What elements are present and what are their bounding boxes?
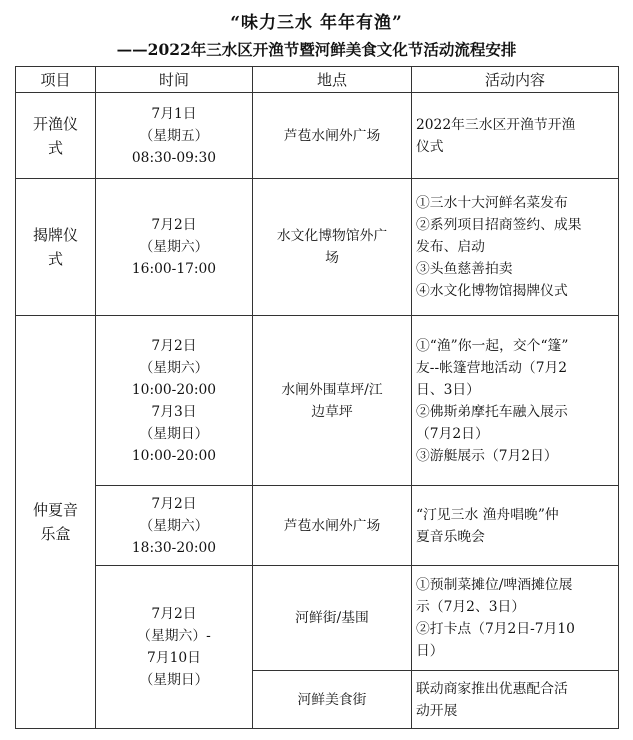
table-row bbox=[16, 486, 619, 566]
table-header-row bbox=[16, 67, 619, 93]
content-line: 日） bbox=[416, 643, 444, 659]
place-cell bbox=[253, 179, 412, 316]
table-row bbox=[16, 316, 619, 486]
item-cell bbox=[16, 179, 96, 316]
content-line: ①“渔”你一起，交个“篷” bbox=[416, 337, 569, 354]
content-cell bbox=[412, 93, 619, 179]
content-line: 2022年三水区开渔节开渔 bbox=[416, 116, 576, 133]
time-line: （星期六） bbox=[139, 359, 209, 376]
content-line: 日、3日） bbox=[416, 381, 480, 398]
place-line: 水文化博物馆外广 bbox=[276, 228, 388, 244]
header-item: 项目 bbox=[16, 67, 96, 93]
item-line: 仲夏音 bbox=[32, 501, 78, 519]
time-cell bbox=[96, 179, 253, 316]
table-row bbox=[16, 566, 619, 671]
time-cell bbox=[96, 566, 253, 729]
table-row bbox=[16, 179, 619, 316]
time-line: （星期日） bbox=[139, 672, 209, 688]
content-line: 联动商家推出优惠配合活 bbox=[416, 680, 568, 697]
item-line: 乐盒 bbox=[40, 525, 71, 543]
content-line: 友--帐篷营地活动（7月2 bbox=[416, 359, 568, 376]
table-row bbox=[16, 93, 619, 179]
time-line: 7月2日 bbox=[151, 217, 197, 233]
place-line: 芦苞水闸外广场 bbox=[283, 517, 381, 534]
content-line: ②打卡点（7月2日-7月10 bbox=[416, 621, 575, 637]
content-line: 仪式 bbox=[416, 138, 444, 155]
document-subtitle: ——2022年三水区开渔节暨河鲜美食文化节活动流程安排 bbox=[116, 40, 517, 59]
place-line: 芦苞水闸外广场 bbox=[283, 127, 381, 144]
place-line: 场 bbox=[325, 250, 339, 266]
document-title: “味力三水 年年有渔” bbox=[230, 13, 403, 33]
item-line: 揭牌仪 bbox=[32, 226, 78, 244]
content-line: ④水文化博物馆揭牌仪式 bbox=[416, 283, 568, 299]
item-cell bbox=[16, 93, 96, 179]
place-cell bbox=[253, 316, 412, 486]
place-cell bbox=[253, 93, 412, 179]
time-line: （星期六） bbox=[139, 239, 209, 255]
place-line: 河鲜美食街 bbox=[297, 691, 367, 708]
time-line: （星期六） bbox=[139, 517, 209, 534]
place-cell bbox=[253, 566, 412, 671]
content-line: 夏音乐晚会 bbox=[416, 528, 485, 545]
time-line: （星期五） bbox=[139, 127, 209, 144]
content-line: 发布、启动 bbox=[416, 239, 485, 255]
time-cell bbox=[96, 316, 253, 486]
content-line: “汀见三水 渔舟唱晚”仲 bbox=[416, 506, 559, 523]
time-line: 7月10日 bbox=[147, 650, 201, 666]
time-line: 10:00-20:00 bbox=[131, 381, 217, 398]
time-line: 7月2日 bbox=[151, 337, 197, 354]
place-line: 水闸外围草坪/江 bbox=[281, 381, 383, 398]
place-cell bbox=[253, 486, 412, 566]
content-line: ①预制菜摊位/啤酒摊位展 bbox=[416, 577, 573, 593]
time-line: 7月3日 bbox=[151, 403, 197, 420]
content-cell bbox=[412, 316, 619, 486]
time-cell bbox=[96, 93, 253, 179]
content-line: ①三水十大河鲜名菜发布 bbox=[416, 195, 568, 211]
time-line: 18:30-20:00 bbox=[131, 539, 217, 556]
place-line: 河鲜街/基围 bbox=[295, 610, 369, 626]
header-time: 时间 bbox=[96, 67, 253, 93]
time-line: 7月1日 bbox=[151, 105, 197, 122]
content-cell bbox=[412, 179, 619, 316]
time-line: 16:00-17:00 bbox=[131, 261, 217, 277]
content-line: （7月2日） bbox=[416, 425, 489, 442]
time-cell bbox=[96, 486, 253, 566]
item-line: 式 bbox=[47, 250, 63, 268]
content-cell bbox=[412, 671, 619, 729]
content-line: 示（7月2、3日） bbox=[416, 599, 526, 615]
time-line: 7月2日 bbox=[151, 606, 197, 622]
time-line: 10:00-20:00 bbox=[131, 447, 217, 464]
time-line: （星期六）- bbox=[137, 628, 211, 644]
schedule-table bbox=[15, 66, 619, 729]
time-line: （星期日） bbox=[139, 425, 209, 442]
header-content: 活动内容 bbox=[412, 67, 619, 93]
content-cell bbox=[412, 566, 619, 671]
content-line: ③头鱼慈善拍卖 bbox=[416, 261, 513, 277]
item-cell bbox=[16, 316, 96, 729]
time-line: 7月2日 bbox=[151, 495, 197, 512]
place-line: 边草坪 bbox=[311, 403, 353, 420]
content-line: ②佛斯弟摩托车融入展示 bbox=[416, 403, 568, 420]
place-cell bbox=[253, 671, 412, 729]
content-line: ②系列项目招商签约、成果 bbox=[416, 217, 582, 233]
time-line: 08:30-09:30 bbox=[131, 149, 217, 166]
content-line: 动开展 bbox=[416, 702, 458, 719]
header-place: 地点 bbox=[253, 67, 412, 93]
content-line: ③游艇展示（7月2日） bbox=[416, 447, 558, 464]
content-cell bbox=[412, 486, 619, 566]
item-line: 式 bbox=[47, 138, 63, 157]
item-line: 开渔仪 bbox=[32, 114, 78, 133]
